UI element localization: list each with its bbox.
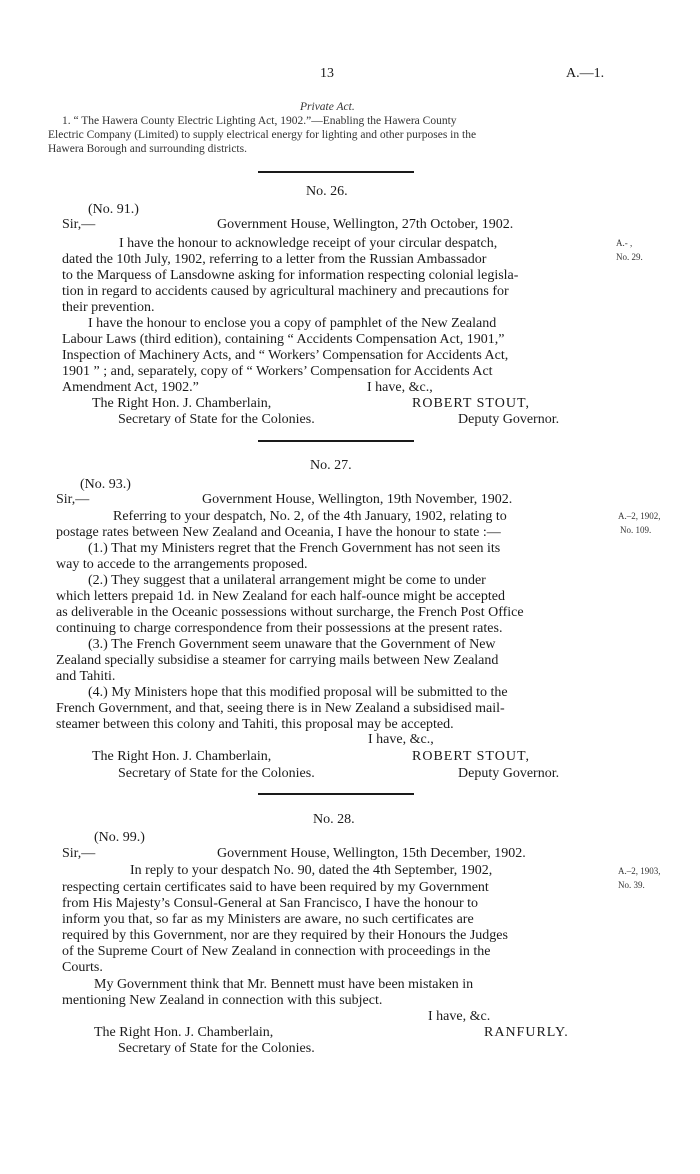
despatch-26-addressee-title: Secretary of State for the Colonies. bbox=[118, 412, 315, 427]
section-divider bbox=[258, 440, 414, 442]
despatch-27-margin-note: A.–2, 1902, bbox=[618, 511, 661, 521]
despatch-26-address: Government House, Wellington, 27th October, 1902. bbox=[217, 217, 514, 232]
despatch-27-address: Government House, Wellington, 19th November, 1902. bbox=[202, 492, 513, 507]
despatch-26-addressee: The Right Hon. J. Chamberlain, bbox=[92, 396, 272, 411]
despatch-27-closing: I have, &c., bbox=[368, 732, 434, 747]
despatch-26-body-line: Labour Laws (third edition), containing “ Accidents Compensation Act, 1901,” bbox=[62, 332, 505, 347]
despatch-26-body-line: I have the honour to acknowledge receipt of your circular despatch, bbox=[119, 236, 498, 251]
despatch-26-signatory: ROBERT STOUT, bbox=[412, 396, 530, 411]
despatch-28-margin-note: No. 39. bbox=[618, 880, 645, 890]
despatch-27-body-line: which letters prepaid 1d. in New Zealand for each half-ounce might be accepted bbox=[56, 589, 505, 604]
despatch-28-body-line: mentioning New Zealand in connection with this subject. bbox=[62, 993, 383, 1008]
despatch-28-addressee: The Right Hon. J. Chamberlain, bbox=[94, 1025, 274, 1040]
despatch-28-salutation: Sir,— bbox=[62, 846, 96, 861]
despatch-26-closing: I have, &c., bbox=[367, 380, 433, 395]
document-reference: A.—1. bbox=[566, 66, 605, 81]
despatch-27-number: No. 27. bbox=[310, 458, 352, 473]
private-act-line: Electric Company (Limited) to supply electrical energy for lighting and other purposes in the bbox=[48, 129, 477, 141]
section-divider bbox=[258, 793, 414, 795]
page-number: 13 bbox=[320, 66, 334, 81]
despatch-26-ref: (No. 91.) bbox=[88, 202, 139, 217]
despatch-28-addressee-title: Secretary of State for the Colonies. bbox=[118, 1041, 315, 1056]
despatch-26-body-line: their prevention. bbox=[62, 300, 155, 315]
despatch-27-body-line: (4.) My Ministers hope that this modified proposal will be submitted to the bbox=[88, 685, 508, 700]
despatch-26-number: No. 26. bbox=[306, 184, 348, 199]
despatch-28-body-line: of the Supreme Court of New Zealand in connection with proceedings in the bbox=[62, 944, 491, 959]
despatch-26-body-line: 1901 ” ; and, separately, copy of “ Workers’ Compensation for Accidents Act bbox=[62, 364, 493, 379]
despatch-28-number: No. 28. bbox=[313, 812, 355, 827]
despatch-27-margin-note: No. 109. bbox=[620, 525, 652, 535]
despatch-27-body-line: Referring to your despatch, No. 2, of the 4th January, 1902, relating to bbox=[113, 509, 507, 524]
despatch-26-salutation: Sir,— bbox=[62, 217, 96, 232]
despatch-27-body-line: postage rates between New Zealand and Oceania, I have the honour to state :— bbox=[56, 525, 501, 540]
despatch-27-ref: (No. 93.) bbox=[80, 477, 131, 492]
despatch-27-body-line: steamer between this colony and Tahiti, this proposal may be accepted. bbox=[56, 717, 454, 732]
despatch-27-body-line: French Government, and that, seeing there is in New Zealand a subsidised mail- bbox=[56, 701, 505, 716]
despatch-26-body-line: tion in regard to accidents caused by agricultural machinery and precautions for bbox=[62, 284, 509, 299]
despatch-27-signatory-title: Deputy Governor. bbox=[458, 766, 560, 781]
despatch-27-body-line: Zealand specially subsidise a steamer for carrying mails between New Zealand bbox=[56, 653, 499, 668]
despatch-27-body-line: (1.) That my Ministers regret that the French Government has not seen its bbox=[88, 541, 501, 556]
despatch-28-body-line: In reply to your despatch No. 90, dated the 4th September, 1902, bbox=[130, 863, 493, 878]
private-act-line: Hawera Borough and surrounding districts. bbox=[48, 143, 247, 155]
despatch-28-body-line: from His Majesty’s Consul-General at San Francisco, I have the honour to bbox=[62, 896, 479, 911]
despatch-28-ref: (No. 99.) bbox=[94, 830, 145, 845]
despatch-26-body-line: to the Marquess of Lansdowne asking for information respecting colonial legisla- bbox=[62, 268, 519, 283]
despatch-28-body-line: inform you that, so far as my Ministers are aware, no such certificates are bbox=[62, 912, 474, 927]
despatch-26-body-line: Amendment Act, 1902.” bbox=[62, 380, 199, 395]
despatch-27-body-line: (3.) The French Government seem unaware that the Government of New bbox=[88, 637, 496, 652]
private-act-heading: Private Act. bbox=[300, 101, 355, 113]
despatch-27-body-line: as deliverable in the Oceanic possessions without surcharge, the French Post Office bbox=[56, 605, 524, 620]
despatch-28-address: Government House, Wellington, 15th December, 1902. bbox=[217, 846, 526, 861]
private-act-line: 1. “ The Hawera County Electric Lighting Act, 1902.”—Enabling the Hawera County bbox=[62, 115, 457, 127]
despatch-26-body-line: dated the 10th July, 1902, referring to a letter from the Russian Ambassador bbox=[62, 252, 487, 267]
despatch-28-body-line: required by this Government, nor are they required by their Honours the Judges bbox=[62, 928, 508, 943]
despatch-27-body-line: continuing to charge correspondence from their possessions at the present rates. bbox=[56, 621, 503, 636]
despatch-27-body-line: and Tahiti. bbox=[56, 669, 116, 684]
despatch-26-body-line: I have the honour to enclose you a copy of pamphlet of the New Zealand bbox=[88, 316, 497, 331]
despatch-28-body-line: Courts. bbox=[62, 960, 103, 975]
despatch-28-body-line: My Government think that Mr. Bennett must have been mistaken in bbox=[94, 977, 474, 992]
despatch-28-closing: I have, &c. bbox=[428, 1009, 491, 1024]
despatch-26-margin-note: A.- , bbox=[616, 238, 633, 248]
despatch-26-signatory-title: Deputy Governor. bbox=[458, 412, 560, 427]
despatch-26-body-line: Inspection of Machinery Acts, and “ Workers’ Compensation for Accidents Act, bbox=[62, 348, 509, 363]
despatch-28-signatory: RANFURLY. bbox=[484, 1025, 569, 1040]
despatch-26-margin-note: No. 29. bbox=[616, 252, 643, 262]
despatch-27-body-line: way to accede to the arrangements proposed. bbox=[56, 557, 308, 572]
despatch-28-body-line: respecting certain certificates said to have been required by my Government bbox=[62, 880, 489, 895]
despatch-27-addressee: The Right Hon. J. Chamberlain, bbox=[92, 749, 272, 764]
despatch-28-margin-note: A.–2, 1903, bbox=[618, 866, 661, 876]
despatch-27-addressee-title: Secretary of State for the Colonies. bbox=[118, 766, 315, 781]
despatch-27-body-line: (2.) They suggest that a unilateral arrangement might be come to under bbox=[88, 573, 486, 588]
despatch-27-signatory: ROBERT STOUT, bbox=[412, 749, 530, 764]
section-divider bbox=[258, 171, 414, 173]
despatch-27-salutation: Sir,— bbox=[56, 492, 90, 507]
